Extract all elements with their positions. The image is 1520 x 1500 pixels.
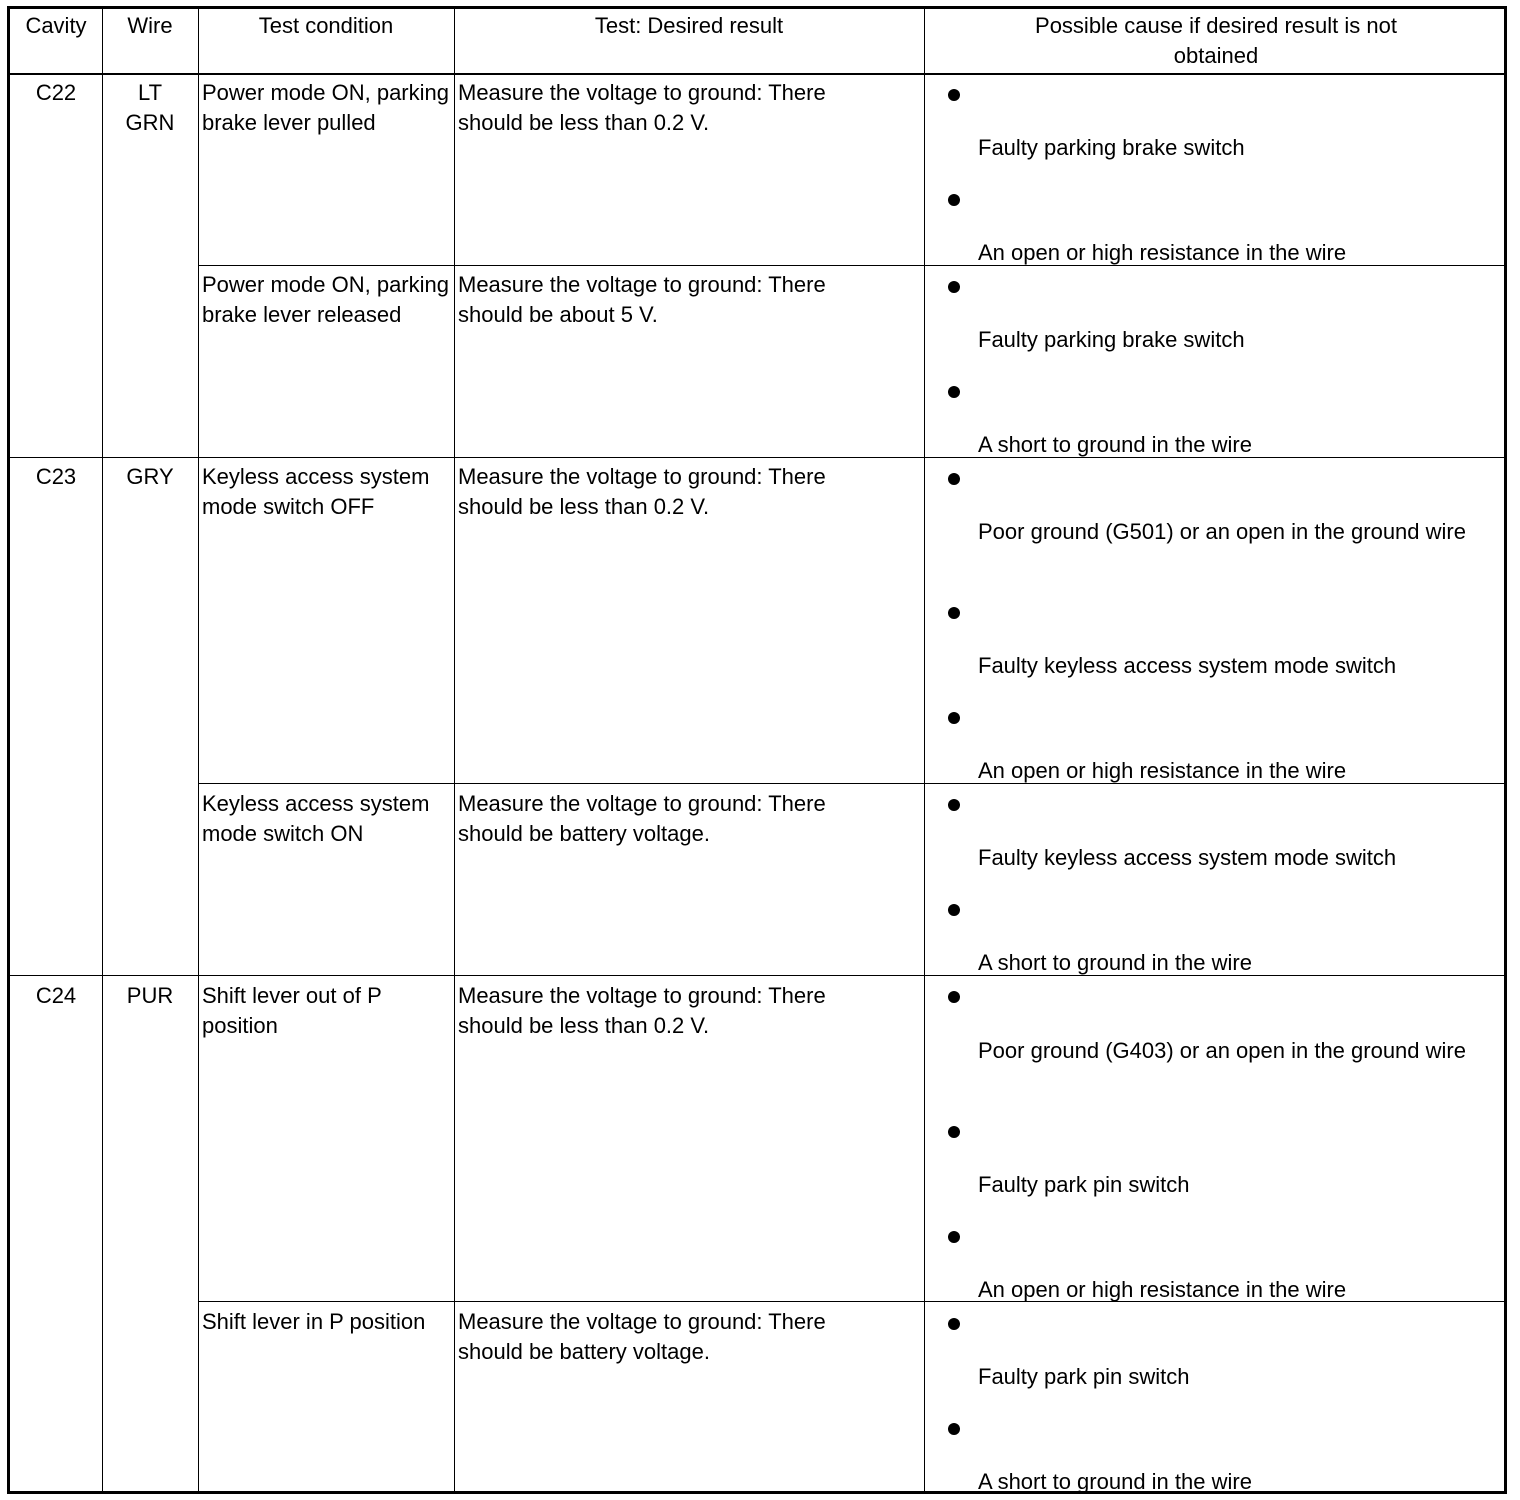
cavity-c24: C24 — [35, 983, 77, 1008]
column-divider — [924, 9, 925, 1491]
bullet-icon — [948, 194, 960, 206]
bullet-icon — [948, 1231, 960, 1243]
bullet-icon — [948, 281, 960, 293]
bullet-icon — [948, 473, 960, 485]
bullet-icon — [948, 386, 960, 398]
possible-cause: Faulty keyless access system mode switch — [978, 653, 1397, 678]
column-divider — [102, 9, 103, 1491]
bullet-icon — [948, 1423, 960, 1435]
possible-cause: A short to ground in the wire — [978, 1469, 1252, 1494]
cavity-c22: C22 — [35, 80, 77, 105]
bullet-icon — [948, 712, 960, 724]
desired-result: Measure the voltage to ground: There should be battery voltage. — [458, 791, 826, 846]
test-condition: Keyless access system mode switch ON — [202, 791, 430, 846]
possible-cause: Faulty parking brake switch — [978, 135, 1245, 160]
column-divider — [198, 9, 199, 1491]
possible-cause: A short to ground in the wire — [978, 432, 1252, 457]
bullet-icon — [948, 799, 960, 811]
header-desired-result: Test: Desired result — [594, 13, 784, 38]
test-condition: Shift lever in P position — [202, 1309, 426, 1334]
test-condition: Keyless access system mode switch OFF — [202, 464, 430, 519]
connector-test-table — [7, 6, 1507, 1494]
wire-pur: PUR — [126, 983, 174, 1008]
bullet-icon — [948, 904, 960, 916]
header-test-condition: Test condition — [258, 13, 394, 38]
test-condition: Power mode ON, parking brake lever released — [202, 272, 449, 327]
possible-cause: An open or high resistance in the wire — [978, 1277, 1347, 1302]
header-wire: Wire — [127, 13, 173, 38]
bullet-icon — [948, 1126, 960, 1138]
header-divider — [10, 73, 1504, 75]
test-condition: Power mode ON, parking brake lever pulled — [202, 80, 449, 135]
possible-cause: Faulty parking brake switch — [978, 327, 1245, 352]
desired-result: Measure the voltage to ground: There should be battery voltage. — [458, 1309, 826, 1364]
bullet-icon — [948, 89, 960, 101]
bullet-icon — [948, 607, 960, 619]
wire-gry: GRY — [126, 464, 174, 489]
header-possible-cause: Possible cause if desired result is not obtained — [1035, 13, 1397, 68]
possible-cause: Faulty park pin switch — [978, 1172, 1190, 1197]
desired-result: Measure the voltage to ground: There should be less than 0.2 V. — [458, 464, 826, 519]
possible-cause: Poor ground (G501) or an open in the ground wire — [978, 519, 1466, 544]
row-divider — [10, 457, 1504, 458]
column-divider — [454, 9, 455, 1491]
row-divider — [10, 975, 1504, 976]
possible-cause: An open or high resistance in the wire — [978, 758, 1347, 783]
desired-result: Measure the voltage to ground: There should be less than 0.2 V. — [458, 983, 826, 1038]
bullet-icon — [948, 1318, 960, 1330]
wire-lt-grn: LT GRN — [125, 80, 175, 135]
possible-cause: Poor ground (G403) or an open in the ground wire — [978, 1038, 1466, 1063]
possible-cause: A short to ground in the wire — [978, 950, 1252, 975]
possible-cause: Faulty park pin switch — [978, 1364, 1190, 1389]
possible-cause: Faulty keyless access system mode switch — [978, 845, 1397, 870]
test-condition: Shift lever out of P position — [202, 983, 382, 1038]
possible-cause: An open or high resistance in the wire — [978, 240, 1347, 265]
desired-result: Measure the voltage to ground: There should be less than 0.2 V. — [458, 80, 826, 135]
desired-result: Measure the voltage to ground: There should be about 5 V. — [458, 272, 826, 327]
bullet-icon — [948, 991, 960, 1003]
cavity-c23: C23 — [35, 464, 77, 489]
header-cavity: Cavity — [25, 13, 87, 38]
